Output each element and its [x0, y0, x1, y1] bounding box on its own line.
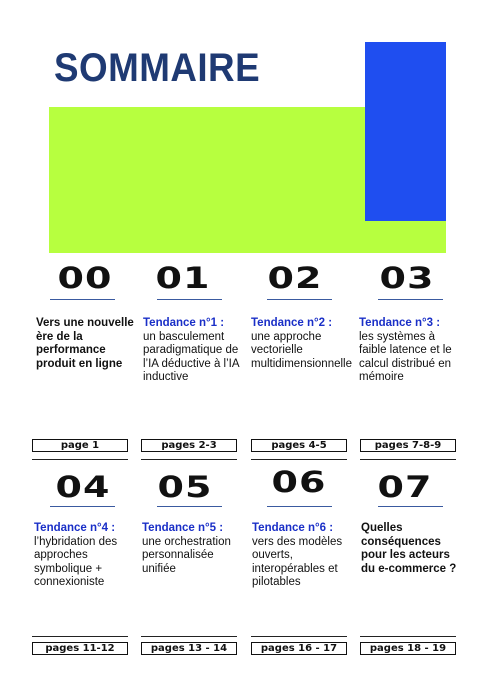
section-lead: Tendance n°1 : — [143, 317, 225, 329]
page-reference-box: pages 16 - 17 — [251, 642, 347, 655]
number-underline — [267, 299, 332, 300]
section-lead: Tendance n°4 : — [34, 522, 116, 534]
section-body: vers des modèles ouverts, interopérables et pilotables — [252, 535, 343, 588]
section-number: 07 — [377, 469, 433, 505]
section-number: 06 — [271, 464, 327, 500]
divider — [251, 636, 347, 637]
section-description — [143, 317, 247, 385]
section-description — [34, 522, 138, 590]
divider — [141, 459, 237, 460]
divider — [360, 636, 456, 637]
page-reference-box: pages 2-3 — [141, 439, 237, 452]
section-description — [36, 317, 140, 371]
section-number: 04 — [55, 469, 111, 505]
blue-decorative-block — [365, 42, 446, 221]
number-underline — [267, 506, 332, 507]
page-reference-box: pages 13 - 14 — [141, 642, 237, 655]
divider — [251, 459, 347, 460]
number-underline — [157, 506, 222, 507]
section-description — [361, 522, 465, 576]
section-description — [359, 317, 463, 385]
section-number: 00 — [57, 260, 113, 296]
page-reference-box: pages 7-8-9 — [360, 439, 456, 452]
divider — [360, 459, 456, 460]
section-body: les systèmes à faible latence et le calcul distribué en mémoire — [359, 330, 452, 383]
section-lead: Tendance n°5 : — [142, 522, 224, 534]
section-number: 01 — [155, 260, 211, 296]
section-number: 05 — [157, 469, 213, 505]
section-lead: Tendance n°6 : — [252, 522, 334, 534]
divider — [32, 459, 128, 460]
section-body: un basculement paradigmatique de l’IA déductive à l’IA inductive — [143, 330, 239, 383]
section-body: une approche vectorielle multidimensionnelle — [251, 330, 352, 370]
page-title: SOMMAIRE — [54, 46, 261, 90]
number-underline — [50, 299, 115, 300]
number-underline — [157, 299, 222, 300]
number-underline — [378, 506, 443, 507]
section-description — [251, 317, 355, 371]
page-reference-box: page 1 — [32, 439, 128, 452]
section-lead: Tendance n°3 : — [359, 317, 441, 329]
number-underline — [50, 506, 115, 507]
section-body: une orchestration personnalisée unifiée — [142, 535, 231, 575]
section-body: l’hybridation des approches symbolique + connexioniste — [34, 535, 118, 588]
page-reference-box: pages 11-12 — [32, 642, 128, 655]
section-body: Quelles conséquences pour les acteurs du e-commerce ? — [361, 522, 457, 575]
section-number: 03 — [379, 260, 435, 296]
divider — [141, 636, 237, 637]
page-reference-box: pages 18 - 19 — [360, 642, 456, 655]
section-lead: Tendance n°2 : — [251, 317, 333, 329]
section-body: Vers une nouvelle ère de la performance produit en ligne — [36, 317, 134, 370]
divider — [32, 636, 128, 637]
section-description — [252, 522, 356, 590]
page-reference-box: pages 4-5 — [251, 439, 347, 452]
number-underline — [378, 299, 443, 300]
section-description — [142, 522, 246, 576]
section-number: 02 — [267, 260, 323, 296]
